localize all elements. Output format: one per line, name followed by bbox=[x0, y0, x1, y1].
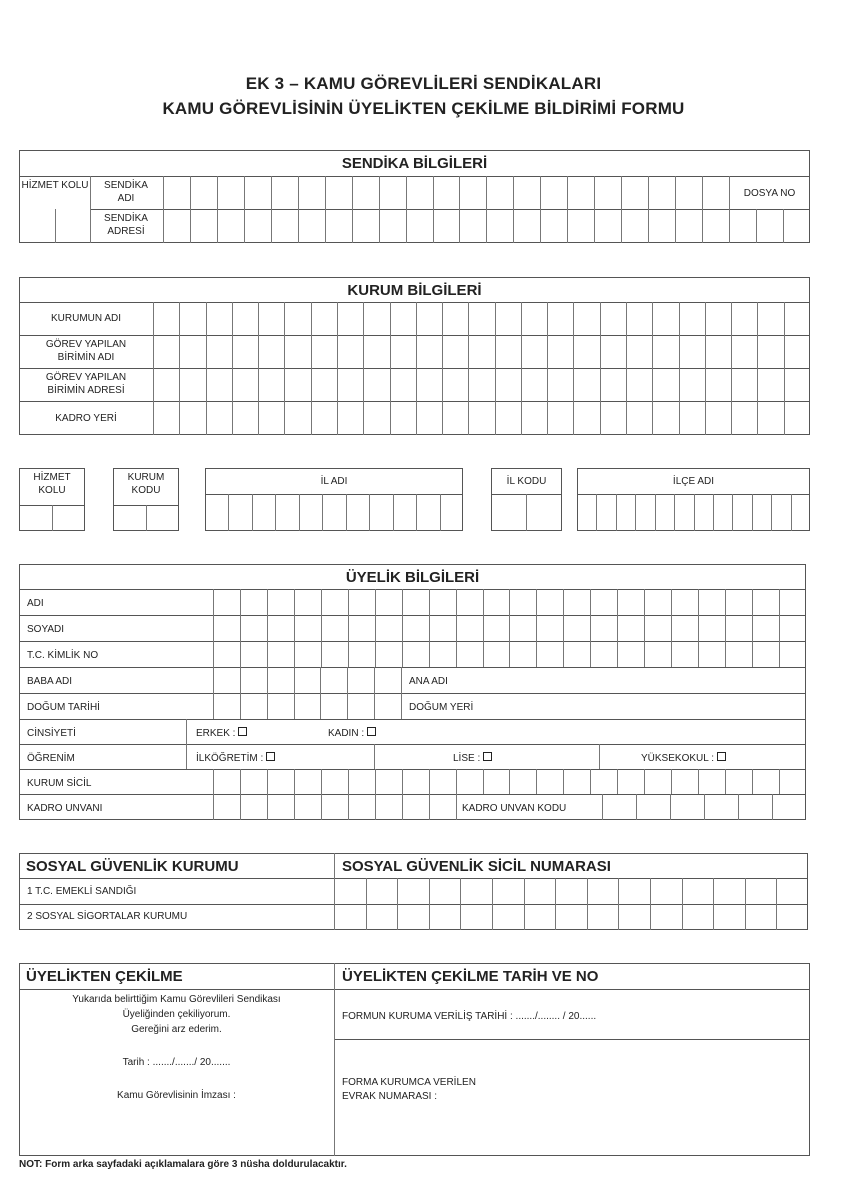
kurum-cell-divider bbox=[521, 302, 522, 435]
ilce-adi-label: İLÇE ADI bbox=[672, 476, 715, 487]
kurum-row-adi: KURUMUN ADI bbox=[50, 313, 121, 324]
sgk-cell-divider bbox=[397, 878, 398, 930]
ilce-cell-divider bbox=[655, 494, 656, 531]
kurum-sicil-cell-divider bbox=[509, 769, 510, 794]
sendika-adi-cell-divider bbox=[459, 176, 460, 209]
evrak-line-1: FORMA KURUMCA VERİLEN bbox=[342, 1077, 476, 1088]
il-adi-label: İL ADI bbox=[320, 476, 348, 487]
sendika-header: SENDİKA BİLGİLERİ bbox=[341, 155, 488, 172]
uyelik-cell-divider bbox=[617, 589, 618, 667]
sendika-adi-cell-divider bbox=[567, 176, 568, 209]
kurum-row-kadro-yeri: KADRO YERİ bbox=[55, 413, 117, 424]
kadin-option[interactable]: KADIN : bbox=[328, 727, 376, 740]
sendika-adi-cell-divider bbox=[406, 176, 407, 209]
uyelik-cell-divider bbox=[698, 589, 699, 667]
kurum-sicil-cell-divider bbox=[375, 769, 376, 794]
sendika-adresi-label: SENDİKA ADRESİ bbox=[104, 213, 148, 237]
uyelik-cell-divider bbox=[483, 589, 484, 667]
kurum-cell-divider bbox=[179, 302, 180, 435]
sgk-cell-divider bbox=[460, 878, 461, 930]
sendika-adresi-cell-divider bbox=[298, 209, 299, 243]
kadro-unvani-cell-divider bbox=[375, 794, 376, 820]
row-divider bbox=[19, 719, 806, 720]
title-line-1: EK 3 – KAMU GÖREVLİLERİ SENDİKALARI bbox=[245, 74, 602, 93]
sendika-adi-cell-divider bbox=[675, 176, 676, 209]
uyelik-cell-divider bbox=[320, 667, 321, 719]
uyelik-split bbox=[602, 794, 603, 820]
hizmet-kolu-label: HİZMET KOLU bbox=[33, 472, 71, 496]
il-adi-cell-divider bbox=[346, 494, 347, 531]
kurum-sicil-cell-divider bbox=[536, 769, 537, 794]
kurum-cell-divider bbox=[311, 302, 312, 435]
uyelik-cell-divider bbox=[374, 667, 375, 719]
sendika-adi-cell-divider bbox=[433, 176, 434, 209]
kadro-unvan-kodu-cell-divider bbox=[704, 794, 705, 820]
sendika-adresi-cell-divider bbox=[513, 209, 514, 243]
kadro-unvani-cell-divider bbox=[429, 794, 430, 820]
sendika-adresi-cell-divider bbox=[325, 209, 326, 243]
uyelik-split bbox=[186, 719, 187, 769]
sendika-adi-label: SENDİKA ADI bbox=[104, 180, 148, 204]
kurum-cell-divider bbox=[258, 302, 259, 435]
kurum-sicil-cell-divider bbox=[321, 769, 322, 794]
uyelik-cell-divider bbox=[429, 589, 430, 667]
dosya-no-label: DOSYA NO bbox=[743, 188, 796, 199]
kurum-kodu-label: KURUM KODU bbox=[127, 472, 165, 496]
il-adi-cell-divider bbox=[440, 494, 441, 531]
kadro-unvan-kodu-cell-divider bbox=[670, 794, 671, 820]
dogum-tarihi-label: DOĞUM TARİHİ bbox=[27, 702, 100, 713]
lise-checkbox[interactable] bbox=[483, 752, 492, 761]
uyelik-cell-divider bbox=[348, 589, 349, 667]
kurum-row-birim-adresi: GÖREV YAPILAN BİRİMİN ADRESİ bbox=[45, 372, 127, 396]
kurum-sicil-cell-divider bbox=[483, 769, 484, 794]
kurum-cell-divider bbox=[731, 302, 732, 435]
kurum-sicil-cell-divider bbox=[617, 769, 618, 794]
sendika-adresi-cell-divider bbox=[379, 209, 380, 243]
sgk-cell-divider bbox=[366, 878, 367, 930]
il-adi-cell-divider bbox=[416, 494, 417, 531]
sendika-adi-cell-divider bbox=[352, 176, 353, 209]
uyelik-header: ÜYELİK BİLGİLERİ bbox=[345, 569, 480, 586]
sendika-adresi-cell-divider bbox=[217, 209, 218, 243]
sgk-cell-divider bbox=[555, 878, 556, 930]
kurum-cell-divider bbox=[468, 302, 469, 435]
sendika-adresi-cell-divider bbox=[459, 209, 460, 243]
sendika-adresi-cell-divider bbox=[190, 209, 191, 243]
erkek-checkbox[interactable] bbox=[238, 727, 247, 736]
row-divider bbox=[19, 769, 806, 770]
sendika-adresi-cell-divider bbox=[352, 209, 353, 243]
cekilme-text-2: Üyeliğinden çekiliyorum. bbox=[122, 1009, 231, 1020]
adi-label: ADI bbox=[27, 598, 44, 609]
cekilme-imza: Kamu Görevlisinin İmzası : bbox=[117, 1090, 236, 1101]
uyelik-cell-divider bbox=[294, 589, 295, 667]
il-adi-cell-divider bbox=[299, 494, 300, 531]
sendika-adresi-cell-divider bbox=[244, 209, 245, 243]
sendika-adi-cell-divider bbox=[648, 176, 649, 209]
kadro-unvani-cell-divider bbox=[267, 794, 268, 820]
uyelik-cell-divider bbox=[779, 589, 780, 667]
kadro-unvani-cell-divider bbox=[240, 794, 241, 820]
uyelik-cell-divider bbox=[509, 589, 510, 667]
kurum-sicil-cell-divider bbox=[213, 769, 214, 794]
ilce-cell-divider bbox=[791, 494, 792, 531]
sgk-cell-divider bbox=[745, 878, 746, 930]
sgk-row-emekli: 1 T.C. EMEKLİ SANDIĞI bbox=[27, 886, 137, 897]
uyelik-cell-divider bbox=[402, 589, 403, 667]
kurum-sicil-cell-divider bbox=[429, 769, 430, 794]
cekilme-text-1: Yukarıda belirttiğim Kamu Görevlileri Sendikası bbox=[72, 994, 281, 1005]
sgk-cell-divider bbox=[524, 878, 525, 930]
kurum-sicil-cell-divider bbox=[456, 769, 457, 794]
kurum-cell-divider bbox=[390, 302, 391, 435]
kurum-sicil-cell-divider bbox=[348, 769, 349, 794]
uyelik-cell-divider bbox=[671, 589, 672, 667]
sendika-adresi-cell-divider bbox=[540, 209, 541, 243]
sgk-cell-divider bbox=[492, 878, 493, 930]
uyelik-cell-divider bbox=[725, 589, 726, 667]
cekilme-header-right: ÜYELİKTEN ÇEKİLME TARİH VE NO bbox=[342, 968, 599, 985]
kurum-cell-divider bbox=[784, 302, 785, 435]
kurum-cell-divider bbox=[284, 302, 285, 435]
sendika-hizmet-kolu-label: HİZMET KOLU bbox=[21, 180, 89, 191]
kurum-sicil-cell-divider bbox=[240, 769, 241, 794]
footer-note: NOT: Form arka sayfadaki açıklamalara göre 3 nüsha doldurulacaktır. bbox=[19, 1159, 347, 1170]
kurum-cell-divider bbox=[495, 302, 496, 435]
sgk-cell-divider bbox=[650, 878, 651, 930]
uyelik-cell-divider bbox=[590, 589, 591, 667]
evrak-line-2: EVRAK NUMARASI : bbox=[342, 1091, 438, 1102]
kurum-cell-divider bbox=[363, 302, 364, 435]
cekilme-text-3: Gereğini arz ederim. bbox=[131, 1024, 222, 1035]
kurum-sicil-cell-divider bbox=[267, 769, 268, 794]
cekilme-header-left: ÜYELİKTEN ÇEKİLME bbox=[26, 968, 183, 985]
row-divider bbox=[19, 589, 806, 590]
ilkogretim-option[interactable]: İLKÖĞRETİM : bbox=[196, 752, 275, 765]
sendika-adresi-cell-divider bbox=[594, 209, 595, 243]
yuksekokul-checkbox[interactable] bbox=[717, 752, 726, 761]
sendika-adi-cell-divider bbox=[594, 176, 595, 209]
kurum-cell-divider bbox=[442, 302, 443, 435]
kadro-unvani-cell-divider bbox=[321, 794, 322, 820]
ilkogretim-checkbox[interactable] bbox=[266, 752, 275, 761]
dosya-no-cell-divider bbox=[756, 209, 757, 243]
uyelik-cell-divider bbox=[752, 589, 753, 667]
kurum-cell-divider bbox=[600, 302, 601, 435]
kurum-sicil-cell-divider bbox=[725, 769, 726, 794]
kurum-cell-divider bbox=[626, 302, 627, 435]
sendika-adresi-cell-divider bbox=[567, 209, 568, 243]
verilis-tarihi: FORMUN KURUMA VERİLİŞ TARİHİ : ......./........ / 20...... bbox=[342, 1011, 597, 1022]
uyelik-split bbox=[401, 667, 402, 719]
uyelik-cell-divider bbox=[267, 589, 268, 667]
uyelik-cell-divider bbox=[536, 589, 537, 667]
kurum-sicil-cell-divider bbox=[698, 769, 699, 794]
uyelik-cell-divider bbox=[347, 667, 348, 719]
sendika-adi-cell-divider bbox=[486, 176, 487, 209]
kurum-sicil-cell-divider bbox=[590, 769, 591, 794]
sendika-adresi-cell-divider bbox=[433, 209, 434, 243]
il-adi-cell-divider bbox=[252, 494, 253, 531]
uyelik-split bbox=[456, 794, 457, 820]
sgk-header-left: SOSYAL GÜVENLİK KURUMU bbox=[26, 858, 239, 875]
kurum-cell-divider bbox=[679, 302, 680, 435]
il-adi-cell-divider bbox=[393, 494, 394, 531]
il-adi-cell-divider bbox=[275, 494, 276, 531]
kadro-unvani-cell-divider bbox=[294, 794, 295, 820]
uyelik-cell-divider bbox=[213, 589, 214, 667]
row-divider bbox=[19, 641, 806, 642]
kadro-unvan-kodu-cell-divider bbox=[738, 794, 739, 820]
sendika-adresi-cell-divider bbox=[675, 209, 676, 243]
ogrenim-label: ÖĞRENİM bbox=[27, 753, 75, 764]
il-adi-cell-divider bbox=[228, 494, 229, 531]
sendika-adi-cell-divider bbox=[379, 176, 380, 209]
row-divider bbox=[19, 744, 806, 745]
row-divider bbox=[19, 794, 806, 795]
sgk-cell-divider bbox=[429, 878, 430, 930]
sendika-adresi-cell-divider bbox=[648, 209, 649, 243]
kurum-cell-divider bbox=[757, 302, 758, 435]
baba-adi-label: BABA ADI bbox=[27, 676, 73, 687]
uyelik-split bbox=[374, 744, 375, 769]
ilce-cell-divider bbox=[694, 494, 695, 531]
kurum-sicil-cell-divider bbox=[402, 769, 403, 794]
kurum-cell-divider bbox=[652, 302, 653, 435]
uyelik-cell-divider bbox=[240, 667, 241, 719]
sendika-adi-cell-divider bbox=[540, 176, 541, 209]
erkek-option[interactable]: ERKEK : bbox=[196, 727, 247, 740]
kurum-cell-divider bbox=[547, 302, 548, 435]
kurum-sicil-cell-divider bbox=[563, 769, 564, 794]
kurum-sicil-cell-divider bbox=[779, 769, 780, 794]
sgk-cell-divider bbox=[682, 878, 683, 930]
sgk-row-ssk: 2 SOSYAL SİGORTALAR KURUMU bbox=[27, 911, 188, 922]
cekilme-tarih: Tarih : ......./......./ 20....... bbox=[122, 1057, 231, 1068]
sgk-cell-divider bbox=[776, 878, 777, 930]
yuksekokul-option[interactable]: YÜKSEKOKUL : bbox=[641, 752, 726, 765]
sendika-adresi-cell-divider bbox=[702, 209, 703, 243]
sendika-adresi-cell-divider bbox=[406, 209, 407, 243]
uyelik-cell-divider bbox=[294, 667, 295, 719]
kurum-cell-divider bbox=[206, 302, 207, 435]
cinsiyeti-label: CİNSİYETİ bbox=[27, 728, 76, 739]
kurum-cell-divider bbox=[705, 302, 706, 435]
kadro-unvani-cell-divider bbox=[402, 794, 403, 820]
kadin-checkbox[interactable] bbox=[367, 727, 376, 736]
uyelik-cell-divider bbox=[375, 589, 376, 667]
uyelik-split bbox=[599, 744, 600, 769]
lise-option[interactable]: LİSE : bbox=[453, 752, 492, 765]
sendika-adi-cell-divider bbox=[702, 176, 703, 209]
sendika-adi-cell-divider bbox=[190, 176, 191, 209]
kurum-sicil-cell-divider bbox=[752, 769, 753, 794]
ilce-cell-divider bbox=[771, 494, 772, 531]
sendika-adi-cell-divider bbox=[621, 176, 622, 209]
il-adi-cell-divider bbox=[369, 494, 370, 531]
ilce-cell-divider bbox=[596, 494, 597, 531]
ana-adi-label: ANA ADI bbox=[409, 676, 448, 687]
kadro-unvan-kodu-cell-divider bbox=[636, 794, 637, 820]
kurum-row-birim-adi: GÖREV YAPILAN BİRİMİN ADI bbox=[45, 339, 127, 363]
sendika-adresi-cell-divider bbox=[271, 209, 272, 243]
kurum-sicil-cell-divider bbox=[294, 769, 295, 794]
uyelik-cell-divider bbox=[456, 589, 457, 667]
sendika-adi-cell-divider bbox=[298, 176, 299, 209]
sendika-adresi-cell-divider bbox=[486, 209, 487, 243]
sendika-adi-cell-divider bbox=[325, 176, 326, 209]
dosya-no-cell-divider bbox=[783, 209, 784, 243]
kadro-unvani-label: KADRO UNVANI bbox=[27, 803, 103, 814]
kurum-sicil-cell-divider bbox=[644, 769, 645, 794]
kadro-unvan-kodu-label: KADRO UNVAN KODU bbox=[462, 803, 567, 814]
sgk-cell-divider bbox=[713, 878, 714, 930]
ilce-cell-divider bbox=[732, 494, 733, 531]
title-line-2: KAMU GÖREVLİSİNİN ÜYELİKTEN ÇEKİLME BİLDİRİMİ FORMU bbox=[162, 99, 685, 118]
kurum-cell-divider bbox=[416, 302, 417, 435]
uyelik-cell-divider bbox=[267, 667, 268, 719]
uyelik-section bbox=[19, 564, 806, 820]
kadro-unvani-cell-divider bbox=[348, 794, 349, 820]
row-divider bbox=[19, 693, 806, 694]
kurum-sicil-label: KURUM SİCİL bbox=[27, 778, 92, 789]
ilce-cell-divider bbox=[616, 494, 617, 531]
il-adi-cell-divider bbox=[322, 494, 323, 531]
sendika-adresi-cell-divider bbox=[621, 209, 622, 243]
soyadi-label: SOYADI bbox=[27, 624, 65, 635]
ilce-cell-divider bbox=[752, 494, 753, 531]
sgk-cell-divider bbox=[618, 878, 619, 930]
kadro-unvani-cell-divider bbox=[213, 794, 214, 820]
kurum-cell-divider bbox=[337, 302, 338, 435]
uyelik-cell-divider bbox=[644, 589, 645, 667]
sendika-adi-cell-divider bbox=[513, 176, 514, 209]
uyelik-cell-divider bbox=[213, 667, 214, 719]
tc-kimlik-label: T.C. KİMLİK NO bbox=[27, 650, 99, 661]
ilce-cell-divider bbox=[674, 494, 675, 531]
il-kodu-label: İL KODU bbox=[506, 476, 547, 487]
row-divider bbox=[19, 667, 806, 668]
sgk-header-right: SOSYAL GÜVENLİK SİCİL NUMARASI bbox=[342, 858, 611, 875]
kurum-sicil-cell-divider bbox=[671, 769, 672, 794]
sendika-adi-cell-divider bbox=[271, 176, 272, 209]
kurum-header: KURUM BİLGİLERİ bbox=[347, 282, 482, 299]
sgk-cell-divider bbox=[587, 878, 588, 930]
dogum-yeri-label: DOĞUM YERİ bbox=[409, 702, 474, 713]
ilce-cell-divider bbox=[713, 494, 714, 531]
ilce-cell-divider bbox=[635, 494, 636, 531]
uyelik-cell-divider bbox=[321, 589, 322, 667]
kurum-cell-divider bbox=[573, 302, 574, 435]
kurum-cell-divider bbox=[232, 302, 233, 435]
row-divider bbox=[19, 615, 806, 616]
uyelik-cell-divider bbox=[563, 589, 564, 667]
uyelik-cell-divider bbox=[240, 589, 241, 667]
kadro-unvan-kodu-cell-divider bbox=[772, 794, 773, 820]
sendika-adi-cell-divider bbox=[217, 176, 218, 209]
sendika-adi-cell-divider bbox=[244, 176, 245, 209]
